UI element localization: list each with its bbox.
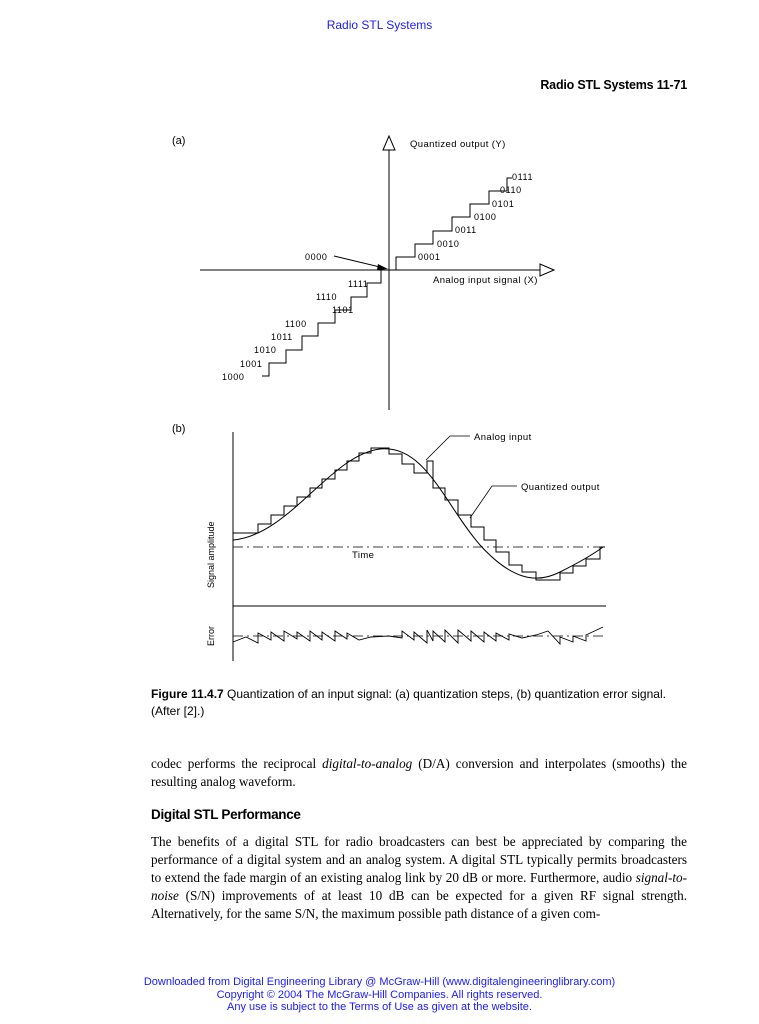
analog-input-leader [426, 436, 470, 460]
body-paragraph-1 [151, 755, 687, 791]
quantization-staircase-negative [262, 270, 389, 376]
analog-input-curve [233, 449, 603, 578]
quantized-output-leader [470, 486, 517, 518]
code-label: 1001 [240, 359, 263, 369]
code-label: 0011 [455, 225, 477, 235]
quantization-error-signal [233, 627, 603, 644]
analog-input-label: Analog input [474, 432, 532, 443]
x-axis-label: Analog input signal (X) [433, 275, 538, 286]
code-label: 1010 [254, 345, 277, 355]
body-paragraph-2 [151, 833, 687, 923]
panel-a-label: (a) [172, 135, 186, 147]
figure-caption-text: Quantization of an input signal: (a) quantization steps, (b) quantization error signal. (After [2].) [151, 687, 666, 718]
code-label: 0101 [492, 199, 515, 209]
quantized-output-label: Quantized output [521, 482, 600, 493]
time-label: Time [352, 550, 375, 561]
code-label: 1000 [222, 372, 245, 382]
error-label: Error [206, 626, 216, 646]
text-run: codec performs the reciprocal [151, 756, 323, 771]
code-label: 1101 [332, 305, 354, 315]
text-run: The benefits of a digital STL for radio broadcasters can best be appreciated by comparing the performance of a digital system and an analog system. A digital STL typically permits broadcasters to extend the fade margin of an existing analog link by 20 dB or more. Furthermore, audio [151, 834, 687, 885]
x-axis-arrow [540, 264, 554, 276]
text-run: (S/N) improvements of at least 10 dB can be expected for a given RF signal strength. Alternatively, for the same S/N, the maximum possible path distance of a given com- [151, 888, 687, 921]
quantized-output-staircase [233, 448, 605, 580]
footer-line-1[interactable]: Downloaded from Digital Engineering Library @ McGraw-Hill (www.digitalengineeringlibrary.com) [143, 976, 616, 988]
code-0000: 0000 [305, 252, 328, 262]
negative-code-labels [222, 279, 368, 382]
footer-line-2: Copyright © 2004 The McGraw-Hill Companies. All rights reserved. [216, 988, 543, 1001]
header-link[interactable]: Radio STL Systems [326, 18, 433, 32]
emphasis-run: signal-to-noise [151, 870, 687, 903]
code-label: 1111 [348, 279, 369, 289]
footer-line-3: Any use is subject to the Terms of Use as given at the website. [227, 1001, 532, 1013]
quantization-staircase-positive [389, 178, 515, 270]
y-axis-arrow [383, 136, 395, 150]
section-heading: Digital STL Performance [151, 807, 301, 822]
code-label: 0110 [500, 185, 522, 195]
code-label: 0111 [512, 172, 534, 182]
footer [0, 976, 759, 1014]
panel-b-label: (b) [172, 423, 186, 435]
zero-code-pointer-head [377, 264, 388, 270]
figure-number: Figure 11.4.7 [151, 687, 224, 701]
zero-code-pointer [334, 256, 384, 268]
figure-caption [151, 686, 691, 720]
code-label: 1011 [271, 332, 293, 342]
code-label: 0001 [418, 252, 441, 262]
code-label: 1100 [285, 319, 307, 329]
emphasis-run: digital-to-analog [322, 756, 413, 771]
code-label: 0100 [474, 212, 497, 222]
running-head: Radio STL Systems 11-71 [540, 78, 687, 92]
text-run: (D/A) conversion and interpolates (smooths) the resulting analog waveform. [151, 756, 687, 789]
signal-amplitude-label: Signal amplitude [206, 521, 216, 588]
code-label: 0010 [437, 239, 460, 249]
y-axis-label: Quantized output (Y) [410, 139, 506, 150]
positive-code-labels [418, 172, 533, 262]
code-label: 1110 [316, 292, 338, 302]
